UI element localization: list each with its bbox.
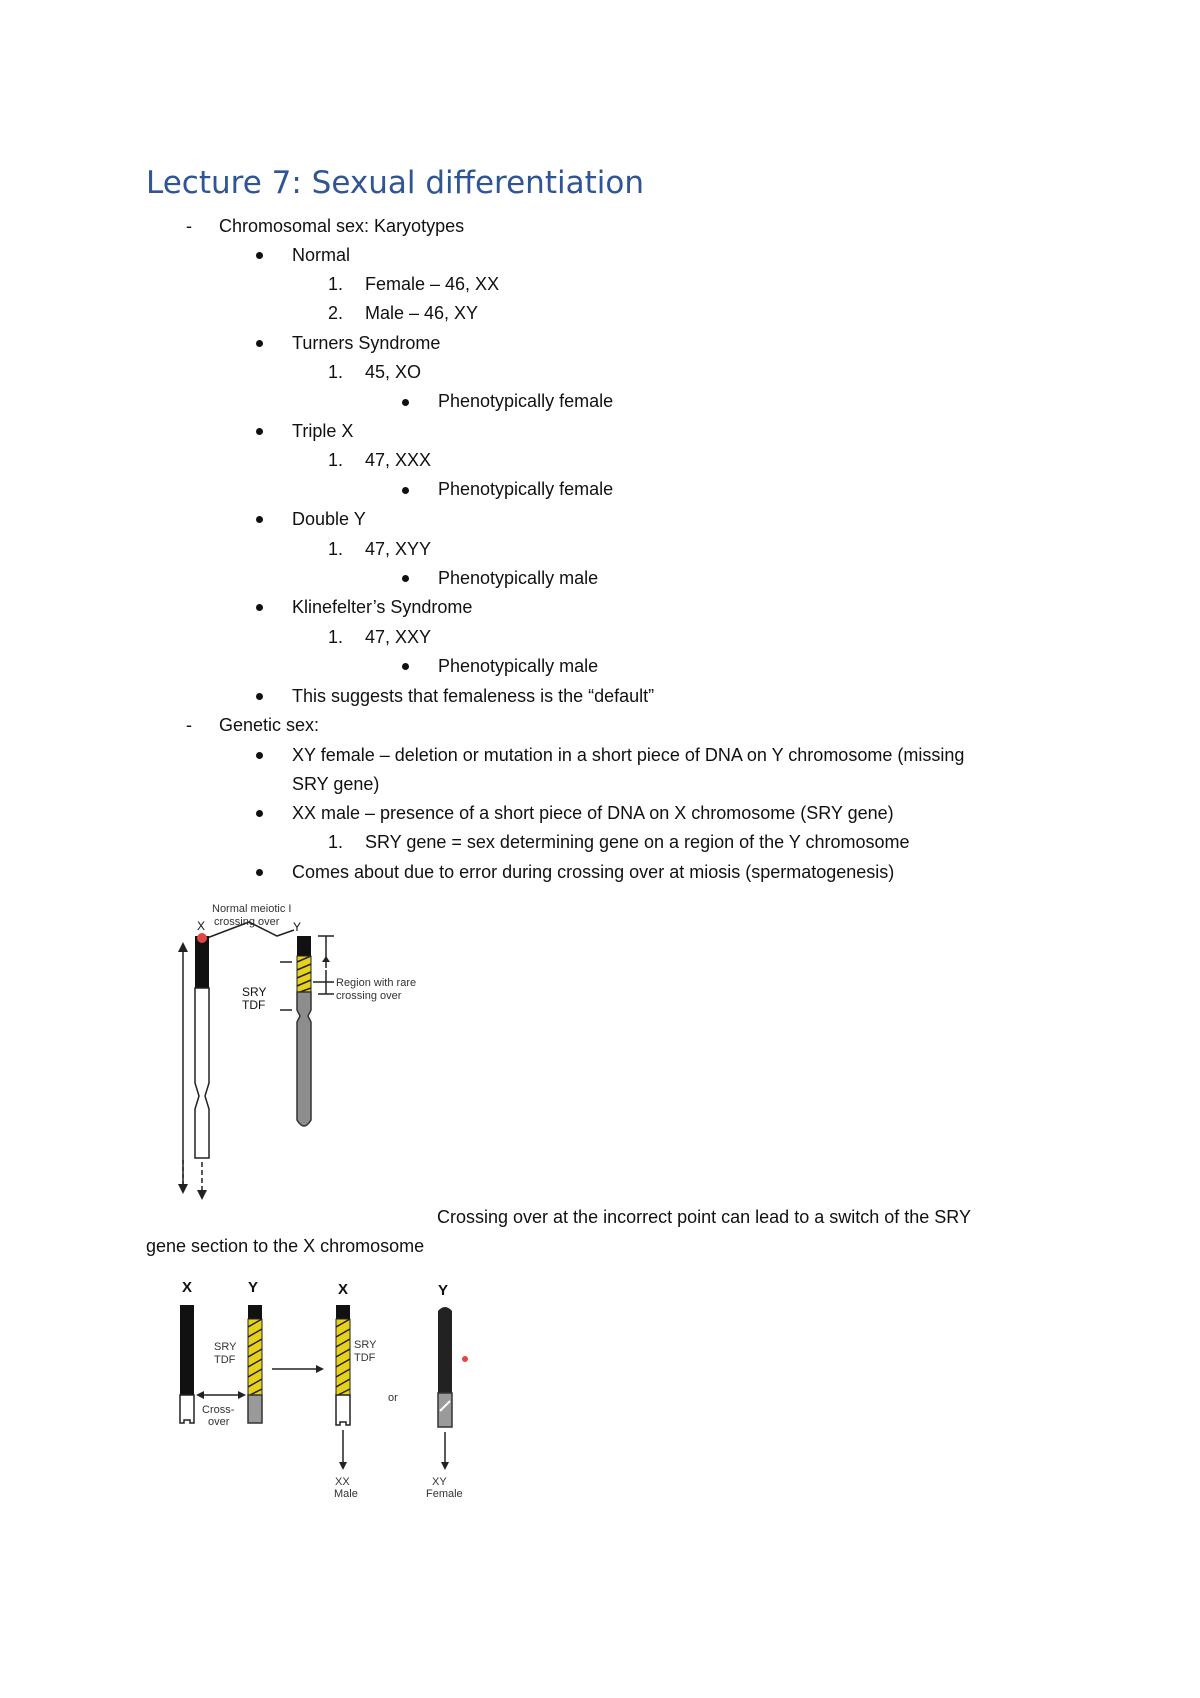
x-chromosome-black [180, 1305, 194, 1395]
list-item-xy-female-cont: SRY gene) [292, 774, 380, 794]
y-chromosome-arm [297, 992, 311, 1126]
list-item-double-y-karyotype: 47, XYY [365, 539, 432, 559]
list-item-klinefelter: Klinefelter’s Syndrome [292, 597, 473, 617]
arrow-right-icon [316, 1365, 324, 1373]
number-marker: 1. [328, 450, 344, 470]
list-item-default-note: This suggests that femaleness is the “default” [292, 686, 655, 706]
list-item-triple-x-phenotype: Phenotypically female [438, 479, 614, 499]
bullet-icon [402, 663, 409, 670]
result-x-tip [336, 1305, 350, 1319]
arrow-down-icon [197, 1190, 207, 1200]
bullet-icon [256, 428, 263, 435]
figure2-label-tdf: TDF [214, 1354, 236, 1366]
dash-marker: - [186, 715, 192, 735]
figure2-label-y: Y [248, 1279, 259, 1296]
figure2-label-result-tdf: TDF [354, 1352, 376, 1364]
arrow-down-icon [441, 1462, 449, 1470]
y-chromosome-tip [297, 936, 311, 956]
list-item-triple-x: Triple X [292, 421, 354, 441]
arrow-left-icon [196, 1391, 204, 1399]
bullet-icon [256, 810, 263, 817]
list-item-sry-definition: SRY gene = sex determining gene on a region of the Y chromosome [365, 832, 910, 852]
figure2-label-or: or [388, 1392, 398, 1404]
list-item-normal-female: Female – 46, XX [365, 274, 500, 294]
arrow-right-icon [238, 1391, 246, 1399]
figure2-label-cross: Cross- [202, 1404, 235, 1416]
number-marker: 1. [328, 832, 344, 852]
figure1-label-region: Region with rare [336, 977, 417, 989]
list-item-turners: Turners Syndrome [292, 333, 441, 353]
figure2-label-xy: XY [432, 1476, 447, 1488]
list-item-xy-female: XY female – deletion or mutation in a short piece of DNA on Y chromosome (missing [292, 745, 965, 765]
list-item-double-y: Double Y [292, 509, 366, 529]
dash-marker: - [186, 216, 192, 236]
arrow-down-icon [178, 1184, 188, 1194]
bullet-icon [256, 516, 263, 523]
figure2-label-xx: XX [335, 1476, 350, 1488]
crossover-marker-icon [197, 933, 207, 943]
figure2-label-result-y: Y [438, 1282, 449, 1299]
list-item-klinefelter-phenotype: Phenotypically male [438, 656, 599, 676]
figure1-label-tdf: TDF [242, 998, 266, 1012]
list-item-triple-x-karyotype: 47, XXX [365, 450, 432, 470]
figure-caption-line2: gene section to the X chromosome [146, 1236, 425, 1256]
number-marker: 1. [328, 539, 344, 559]
figure1-label-y: Y [293, 920, 302, 934]
number-marker: 1. [328, 627, 344, 647]
figure2-label-result-x: X [338, 1281, 349, 1298]
x-chromosome-black-band [195, 936, 209, 988]
figure2-label-over: over [208, 1416, 230, 1428]
figure2-label-x: X [182, 1279, 193, 1296]
list-item-normal: Normal [292, 245, 351, 265]
number-marker: 2. [328, 303, 344, 323]
mutation-marker-icon [462, 1356, 468, 1362]
figure1-label-x: X [197, 919, 206, 933]
bullet-icon [256, 869, 263, 876]
bullet-icon [256, 752, 263, 759]
list-item-crossing-error: Comes about due to error during crossing over at miosis (spermatogenesis) [292, 862, 895, 882]
figure1-label-region-cont: crossing over [336, 990, 402, 1002]
y-chromosome-tip [248, 1305, 262, 1319]
figure2-label-male: Male [334, 1488, 358, 1500]
list-item-turners-phenotype: Phenotypically female [438, 391, 614, 411]
figure-abnormal-crossing-over [170, 1275, 490, 1510]
bullet-icon [402, 575, 409, 582]
figure2-label-female: Female [426, 1488, 463, 1500]
bullet-icon [256, 340, 263, 347]
arrow-up-icon [178, 942, 188, 952]
number-marker: 1. [328, 362, 344, 382]
figure-normal-crossing-over [150, 900, 450, 1205]
figure-caption-line1: Crossing over at the incorrect point can lead to a switch of the SRY [437, 1207, 971, 1227]
bullet-icon [256, 693, 263, 700]
figure1-label-crossing-over: crossing over [214, 916, 280, 928]
section-chromosomal-sex: Chromosomal sex: Karyotypes [219, 216, 465, 236]
figure1-label-normal-meiotic: Normal meiotic I [212, 903, 292, 915]
y-chromosome-grey [248, 1395, 262, 1423]
bullet-icon [402, 399, 409, 406]
list-item-klinefelter-karyotype: 47, XXY [365, 627, 432, 647]
list-item-turners-karyotype: 45, XO [365, 362, 422, 382]
bullet-icon [402, 487, 409, 494]
figure2-label-sry: SRY [214, 1341, 237, 1353]
list-item-normal-male: Male – 46, XY [365, 303, 479, 323]
page-title: Lecture 7: Sexual differentiation [146, 165, 644, 201]
section-genetic-sex: Genetic sex: [219, 715, 320, 735]
figure1-label-sry: SRY [242, 985, 267, 999]
arrow-down-icon [339, 1462, 347, 1470]
bullet-icon [256, 252, 263, 259]
number-marker: 1. [328, 274, 344, 294]
x-chromosome-arm [195, 988, 209, 1158]
result-x-lower [336, 1395, 350, 1425]
x-chromosome-lower [180, 1395, 194, 1423]
result-y-dark [438, 1307, 452, 1393]
bullet-icon [256, 604, 263, 611]
list-item-double-y-phenotype: Phenotypically male [438, 568, 599, 588]
list-item-xx-male: XX male – presence of a short piece of DNA on X chromosome (SRY gene) [292, 803, 894, 823]
arrow-up-icon [322, 956, 330, 962]
figure2-label-result-sry: SRY [354, 1339, 377, 1351]
